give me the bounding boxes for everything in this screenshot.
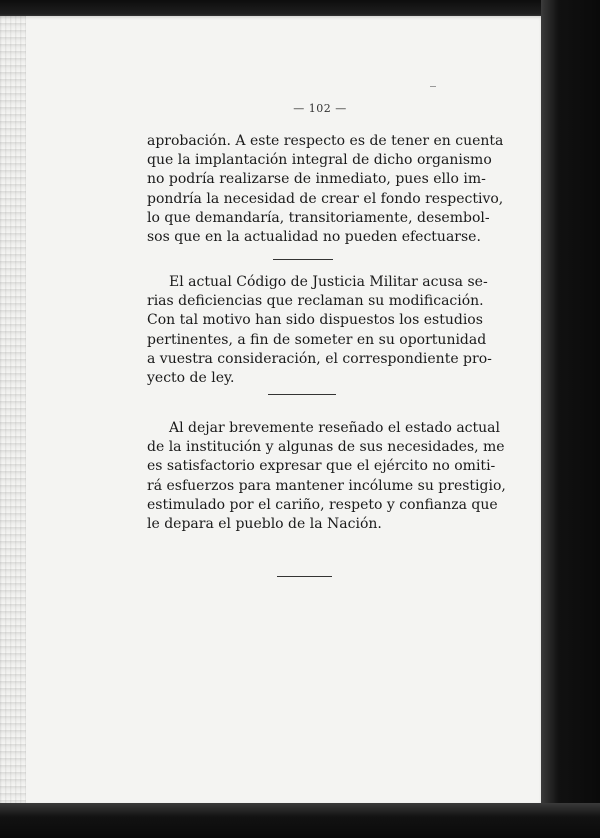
paragraph-line: de la institución y algunas de sus necesidades, me bbox=[147, 439, 505, 456]
paragraph-line: rias deficiencias que reclaman su modificación. bbox=[147, 293, 484, 310]
paragraph-line: es satisfactorio expresar que el ejército no omiti- bbox=[147, 458, 496, 475]
paragraph-line: Con tal motivo han sido dispuestos los estudios bbox=[147, 312, 483, 329]
paragraph-line: aprobación. A este respecto es de tener en cuenta bbox=[147, 133, 504, 149]
section-divider bbox=[268, 394, 336, 395]
paragraph-closing bbox=[147, 419, 506, 534]
stray-mark bbox=[430, 86, 436, 87]
section-divider bbox=[273, 259, 333, 260]
scan-right-border bbox=[541, 0, 600, 838]
scan-left-margin-noise bbox=[0, 16, 26, 806]
paragraph-line: a vuestra consideración, el correspondiente pro- bbox=[147, 350, 492, 367]
paragraph-line: yecto de ley. bbox=[147, 370, 235, 387]
paragraph-line: pertinentes, a fin de someter en su oportunidad bbox=[147, 331, 487, 348]
paragraph-line: sos que en la actualidad no pueden efectuarse. bbox=[147, 229, 481, 246]
end-divider bbox=[277, 576, 332, 577]
scan-bottom-border bbox=[0, 803, 600, 838]
paragraph-line: no podría realizarse de inmediato, pues ello im- bbox=[147, 171, 486, 188]
paragraph-line: El actual Código de Justicia Militar acusa se- bbox=[169, 274, 488, 290]
paragraph-approval bbox=[147, 132, 504, 247]
paragraph-line: rá esfuerzos para mantener incólume su prestigio, bbox=[147, 477, 506, 494]
paragraph-military-code bbox=[147, 273, 492, 388]
paragraph-line: pondría la necesidad de crear el fondo respectivo, bbox=[147, 190, 504, 207]
paragraph-line: le depara el pueblo de la Nación. bbox=[147, 516, 382, 533]
paragraph-line: lo que demandaría, transitoriamente, desembol- bbox=[147, 209, 490, 226]
paragraph-line: que la implantación integral de dicho organismo bbox=[147, 152, 492, 169]
page-number: — 102 — bbox=[293, 102, 347, 115]
paragraph-line: estimulado por el cariño, respeto y confianza que bbox=[147, 496, 498, 513]
paragraph-line: Al dejar brevemente reseñado el estado actual bbox=[169, 420, 500, 436]
